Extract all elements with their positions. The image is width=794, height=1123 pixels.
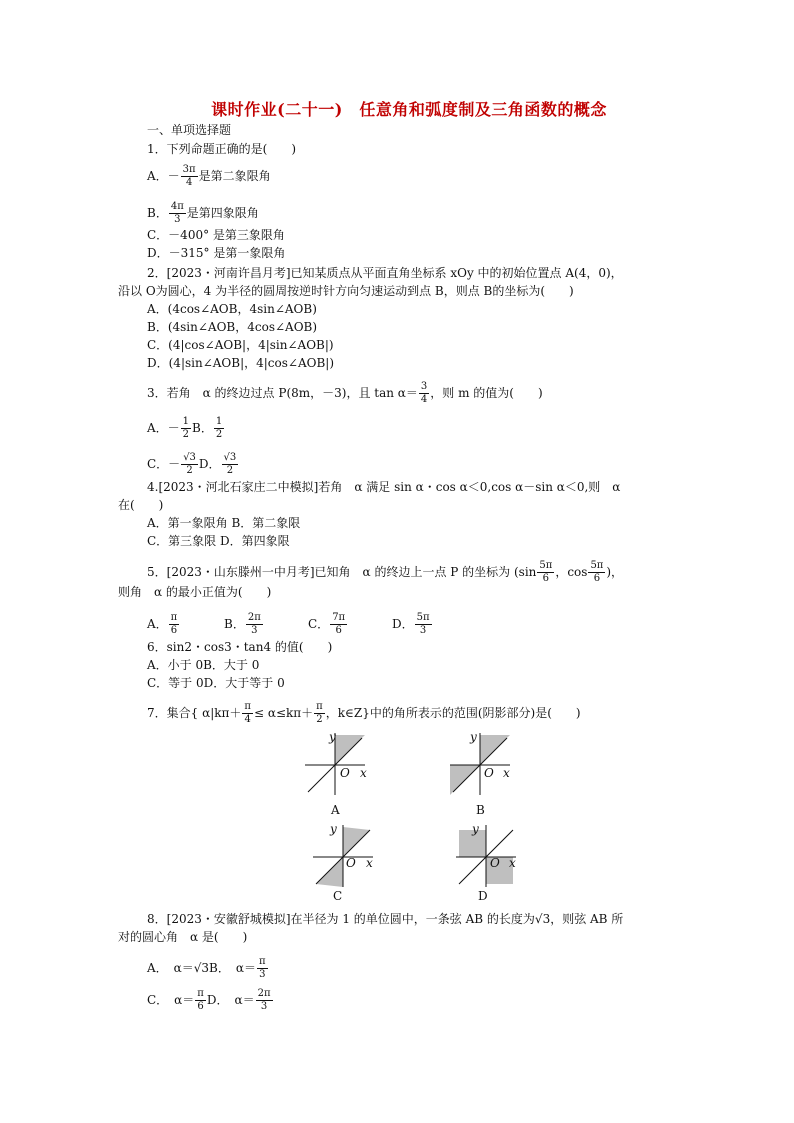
- question-8-line1: 8．[2023・安徽舒城模拟]在半径为 1 的单位圆中，一条弦 AB 的长度为√3，则弦 AB 所: [147, 912, 624, 926]
- fraction: $\frac{√3}{2}$: [223, 452, 237, 476]
- fig-b-y-label: y: [470, 730, 477, 744]
- fig-d-label: D: [478, 889, 488, 903]
- fraction: $\frac{2\pi}{3}$: [247, 612, 261, 636]
- question-1-stem: 1．下列命题正确的是( ): [147, 142, 296, 156]
- fig-c-origin-label: O: [346, 856, 356, 870]
- q2-option-b[interactable]: B．(4sin∠AOB，4cos∠AOB): [147, 320, 318, 334]
- fraction: $\frac{\pi}{6}$: [170, 612, 178, 636]
- q4-options-cd[interactable]: C．第三象限 D．第四象限: [147, 534, 290, 548]
- question-5-line1: 5．[2023・山东滕州一中月考]已知角 α 的终边上一点 P 的坐标为 (sin $\frac{5\pi}{6}$ ，cos $\frac{5\pi}{6}$ )，: [147, 560, 624, 584]
- fig-a-origin-label: O: [340, 766, 350, 780]
- q3-options-cd[interactable]: C．－ $\frac{√3}{2}$ D． $\frac{√3}{2}$: [147, 452, 237, 476]
- q5-option-a[interactable]: A． $\frac{\pi}{6}$: [147, 612, 178, 636]
- q5-option-d[interactable]: D． $\frac{5\pi}{3}$: [392, 612, 430, 636]
- fraction: $\frac{5\pi}{3}$: [416, 612, 430, 636]
- fig-c-y-label: y: [330, 822, 337, 836]
- fraction: $\frac{2\pi}{3}$: [257, 988, 271, 1012]
- question-2-line1: 2．[2023・河南许昌月考]已知某质点从平面直角坐标系 xOy 中的初始位置点 A(4，0)，: [147, 266, 623, 280]
- q8-options-ab[interactable]: A． α＝√3B． α＝ $\frac{\pi}{3}$: [147, 956, 266, 980]
- fig-c-label: C: [333, 889, 343, 903]
- fraction: $\frac{\pi}{3}$: [258, 956, 266, 980]
- q2-option-a[interactable]: A．(4cos∠AOB，4sin∠AOB): [147, 302, 317, 316]
- fraction: $\frac{4\pi}{3}$: [170, 201, 184, 225]
- fig-b-origin-label: O: [484, 766, 494, 780]
- fraction: $\frac{3\pi}{4}$: [182, 164, 196, 188]
- q6-options-cd[interactable]: C．等于 0D．大于等于 0: [147, 676, 285, 690]
- fraction: $\frac{3}{4}$: [420, 381, 428, 405]
- q1-option-b[interactable]: [147, 201, 259, 226]
- fraction: $\frac{\pi}{6}$: [197, 988, 204, 1012]
- q5-option-b[interactable]: B． $\frac{2\pi}{3}$: [224, 612, 261, 636]
- question-4-line1: 4.[2023・河北石家庄二中模拟]若角 α 满足 sin α・cos α＜0,cos α－sin α＜0,则 α: [147, 480, 621, 494]
- fraction: $\frac{5\pi}{6}$: [539, 560, 553, 584]
- fraction: $\frac{\pi}{2}$: [316, 701, 323, 725]
- fig-d-origin-label: O: [490, 856, 500, 870]
- q1-a-text: 是第二象限角: [198, 169, 271, 183]
- question-3-stem: 3．若角 α 的终边过点 P(8m，－3)，且 tan α＝ $\frac{3}{4}$ ，则 m 的值为( ): [147, 381, 543, 405]
- fig-a-y-label: y: [329, 730, 336, 744]
- question-8-line2: 对的圆心角 α 是( ): [118, 930, 248, 944]
- fraction: $\frac{\pi}{4}$: [244, 701, 251, 725]
- fraction: $\frac{5\pi}{6}$: [590, 560, 604, 584]
- q8-options-cd[interactable]: C． α＝ $\frac{\pi}{6}$ D． α＝ $\frac{2\pi}{3}$: [147, 988, 271, 1012]
- question-5-line2: 则角 α 的最小正值为( ): [118, 585, 272, 599]
- fig-c-x-label: x: [366, 856, 373, 870]
- q1-b-prefix: B．: [147, 206, 168, 220]
- fig-a-x-label: x: [360, 766, 367, 780]
- fraction: $\frac{1}{2}$: [182, 416, 190, 440]
- q1-option-d[interactable]: D．－315° 是第一象限角: [147, 246, 286, 260]
- q4-options-ab[interactable]: A．第一象限角 B．第二象限: [147, 516, 301, 530]
- page-title: 课时作业(二十一) 任意角和弧度制及三角函数的概念: [211, 100, 607, 119]
- fig-d-x-label: x: [509, 856, 516, 870]
- question-6-stem: 6．sin2・cos3・tan4 的值( ): [147, 640, 333, 654]
- q1-a-prefix: A．－: [147, 169, 180, 183]
- q2-option-c[interactable]: C．(4|cos∠AOB|，4|sin∠AOB|): [147, 338, 334, 352]
- q5-option-c[interactable]: C． $\frac{7\pi}{6}$: [308, 612, 346, 636]
- figure-b-axes[interactable]: [445, 730, 515, 800]
- question-2-line2: 沿以 O为圆心，4 为半径的圆周按逆时针方向匀速运动到点 B，则点 B的坐标为( ): [118, 284, 574, 298]
- fig-d-y-label: y: [472, 822, 479, 836]
- q3-options-ab[interactable]: A．－ $\frac{1}{2}$ B． $\frac{1}{2}$: [147, 416, 223, 440]
- fig-b-x-label: x: [503, 766, 510, 780]
- fraction: $\frac{1}{2}$: [215, 416, 223, 440]
- question-7-stem: 7．集合{ α|kπ＋ $\frac{\pi}{4}$ ≤ α≤kπ＋ $\frac{\pi}{2}$ ，k∈Z}中的角所表示的范围(阴影部分)是( ): [147, 701, 581, 725]
- fraction: $\frac{√3}{2}$: [183, 452, 196, 476]
- q6-options-ab[interactable]: A．小于 0B．大于 0: [147, 658, 260, 672]
- fig-a-label: A: [331, 803, 340, 817]
- fig-b-label: B: [476, 803, 485, 817]
- question-4-line2: 在( ): [118, 498, 164, 512]
- q2-option-d[interactable]: D．(4|sin∠AOB|，4|cos∠AOB|): [147, 356, 335, 370]
- q1-option-a[interactable]: [147, 164, 271, 189]
- q1-option-c[interactable]: C．－400° 是第三象限角: [147, 228, 285, 242]
- fraction: $\frac{7\pi}{6}$: [332, 612, 346, 636]
- section-heading: 一、单项选择题: [147, 123, 232, 137]
- q1-b-text: 是第四象限角: [186, 206, 259, 220]
